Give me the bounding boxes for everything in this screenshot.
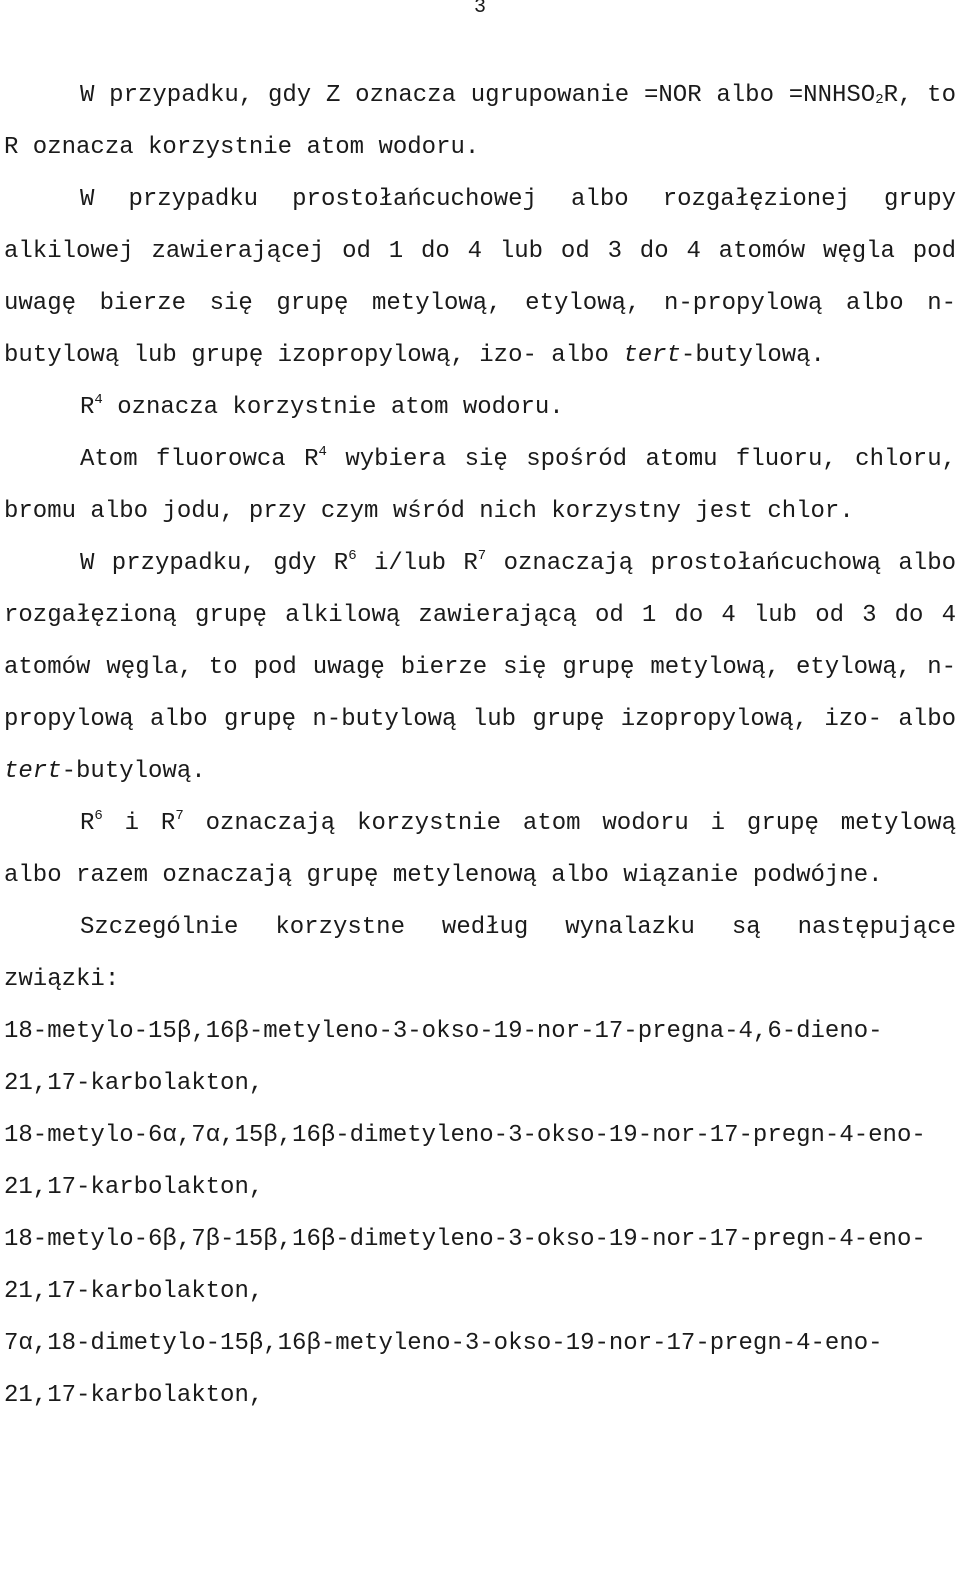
- document-body: [4, 70, 956, 1422]
- text-segment: oznacza korzystnie atom wodoru.: [102, 394, 564, 421]
- text-segment: R: [80, 394, 95, 421]
- superscript: 6: [348, 548, 357, 564]
- text-segment: wybiera się spośród atomu fluoru, chloru, bromu albo jodu, przy czym wśród nich korzystny jest chlor.: [4, 446, 956, 525]
- text-segment: R, to R oznacza korzystnie atom wodoru.: [4, 82, 956, 161]
- superscript: 6: [94, 808, 103, 824]
- paragraph-r4-hydrogen: [4, 382, 956, 434]
- paragraph-z-definition: [4, 70, 956, 174]
- text-segment: W przypadku, gdy R: [80, 550, 349, 577]
- text-segment: -butylową.: [61, 758, 206, 785]
- page-number: 3: [473, 0, 486, 19]
- paragraph-r6-r7-alkyl: [4, 538, 956, 798]
- text-segment: Atom fluorowca R: [80, 446, 319, 473]
- text-segment: i R: [102, 810, 176, 837]
- superscript: 7: [175, 808, 184, 824]
- paragraph-alkyl-groups: [4, 174, 956, 382]
- text-segment: oznaczają prostołańcuchową albo rozgałęzioną grupę alkilową zawierającą od 1 do 4 lub od 3 do 4 atomów węgla, to pod uwagę bierze się grupę metylową, etylową, n-propylową albo grupę n-butylową lub grupę izopropylową, izo- albo: [4, 550, 957, 733]
- text-segment: W przypadku, gdy Z oznacza ugrupowanie =NOR albo =NNHSO: [80, 82, 876, 109]
- text-segment: W przypadku prostołańcuchowej albo rozgałęzionej grupy alkilowej zawierającej od 1 do 4 lub od 3 do 4 atomów węgla pod uwagę bierze się grupę metylową, etylową, n-propylową albo n-butylową lub grupę izopropylową, izo- albo: [4, 186, 956, 369]
- paragraph-r6-r7-preferred: [4, 798, 956, 902]
- compound-item: 18-metylo-6α,7α,15β,16β-dimetyleno-3-okso-19-nor-17-pregn-4-eno-21,17-karbolakton,: [4, 1122, 926, 1201]
- italic-text: tert: [4, 758, 62, 785]
- compound-item: 7α,18-dimetylo-15β,16β-metyleno-3-okso-19-nor-17-pregn-4-eno-21,17-karbolakton,: [4, 1330, 883, 1409]
- superscript: 4: [318, 444, 327, 460]
- compound-item: 18-metylo-6β,7β-15β,16β-dimetyleno-3-okso-19-nor-17-pregn-4-eno-21,17-karbolakton,: [4, 1226, 926, 1305]
- paragraph-compounds-intro: Szczególnie korzystne według wynalazku są następujące związki:: [4, 914, 956, 993]
- text-segment: oznaczają korzystnie atom wodoru i grupę metylową albo razem oznaczają grupę metylenową albo wiązanie podwójne.: [4, 810, 956, 889]
- text-segment: R: [80, 810, 95, 837]
- superscript: 7: [477, 548, 487, 564]
- italic-text: tert: [623, 342, 681, 369]
- text-segment: -butylową.: [680, 342, 825, 369]
- subscript: 2: [875, 92, 884, 108]
- superscript: 4: [94, 392, 103, 408]
- compound-item: 18-metylo-15β,16β-metyleno-3-okso-19-nor-17-pregna-4,6-dieno-21,17-karbolakton,: [4, 1018, 883, 1097]
- text-segment: i/lub R: [356, 550, 478, 577]
- paragraph-halogen: [4, 434, 956, 538]
